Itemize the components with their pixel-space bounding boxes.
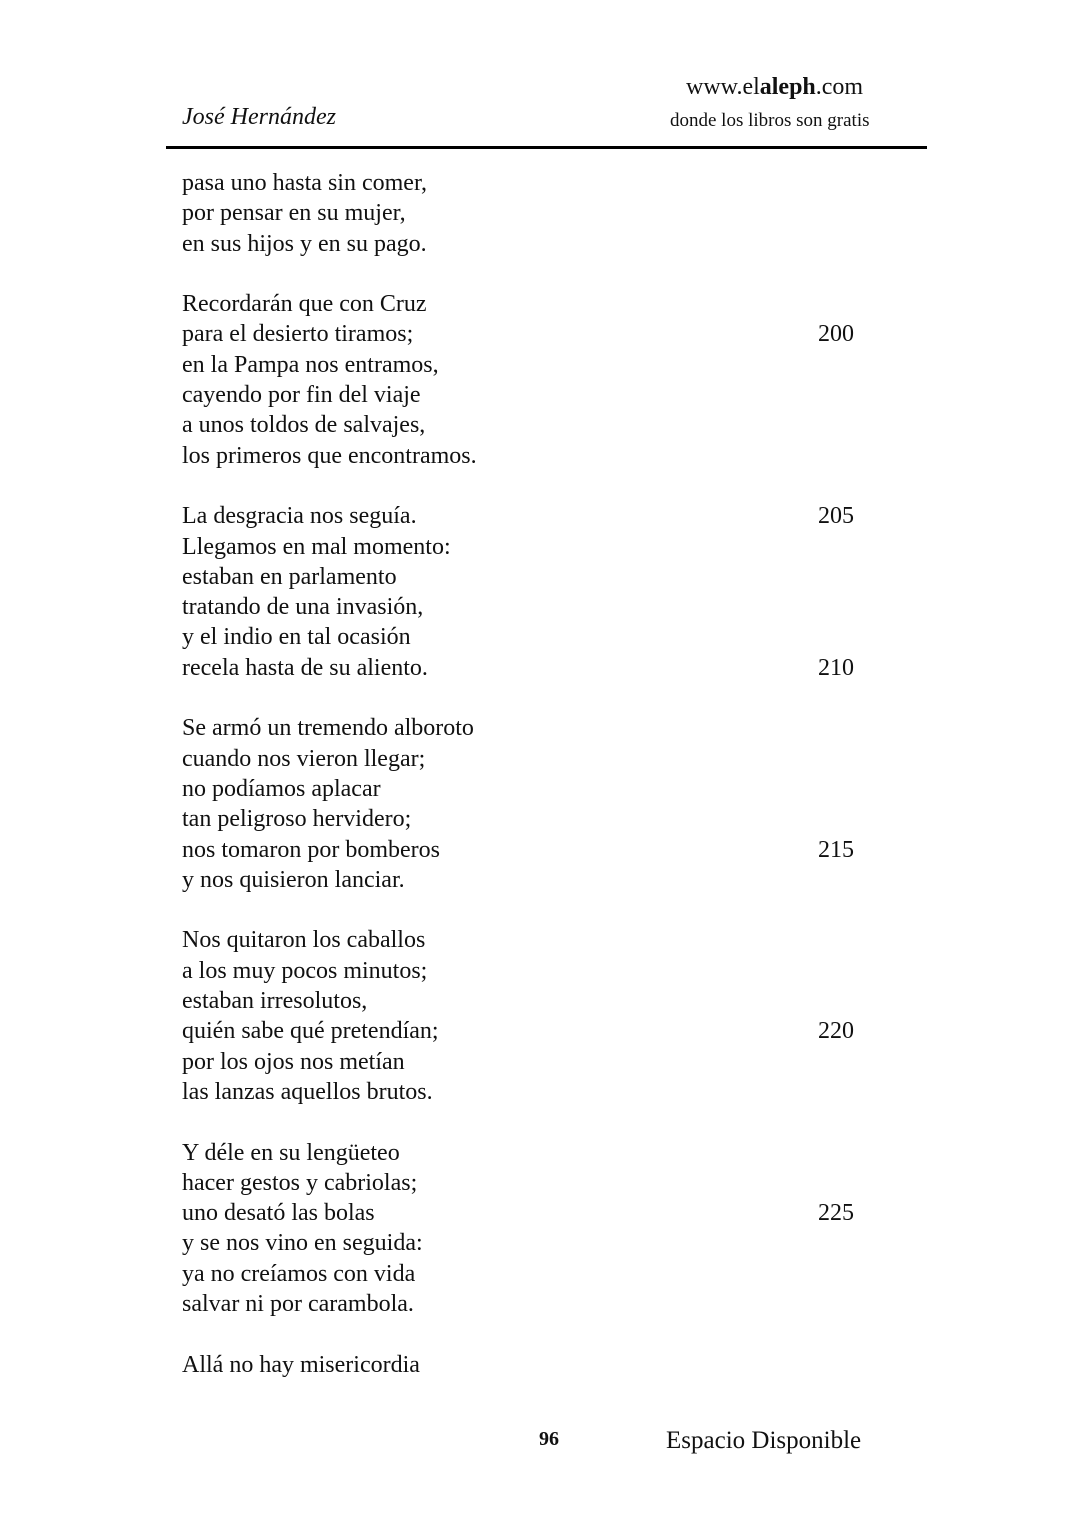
verse-line: [182, 532, 882, 562]
verse-line: [182, 1047, 882, 1077]
verse-line: [182, 956, 882, 986]
stanza: [182, 1138, 882, 1320]
line-number: 215: [818, 836, 854, 863]
verse-line: [182, 1198, 882, 1228]
verse-line: [182, 562, 882, 592]
verse-line: [182, 1228, 882, 1258]
verse-text: tan peligroso hervidero;: [182, 806, 412, 833]
site-prefix: www.el: [686, 74, 760, 100]
verse-text: y nos quisieron lanciar.: [182, 866, 405, 893]
verse-text: Y déle en su lengüeteo: [182, 1139, 400, 1166]
verse-text: a los muy pocos minutos;: [182, 957, 428, 984]
stanza: [182, 713, 882, 895]
verse-line: [182, 1289, 882, 1319]
verse-text: pasa uno hasta sin comer,: [182, 170, 427, 196]
verse-line: [182, 168, 882, 198]
verse-line: [182, 653, 882, 683]
verse-text: por pensar en su mujer,: [182, 200, 406, 227]
verse-line: [182, 1168, 882, 1198]
verse-text: Llegamos en mal momento:: [182, 533, 451, 560]
verse-line: [182, 410, 882, 440]
verse-text: y se nos vino en seguida:: [182, 1230, 423, 1257]
verse-text: los primeros que encontramos.: [182, 442, 477, 469]
verse-line: [182, 744, 882, 774]
footer-note: Espacio Disponible: [666, 1427, 862, 1454]
verse-line: [182, 925, 882, 955]
verse-line: [182, 229, 882, 259]
verse-text: uno desató las bolas: [182, 1200, 375, 1227]
stanza: [182, 925, 882, 1107]
verse-text: La desgracia nos seguía.: [182, 503, 417, 530]
verse-line: [182, 198, 882, 228]
verse-line: [182, 804, 882, 834]
verse-line: [182, 501, 882, 531]
stanza: [182, 1350, 882, 1380]
verse-line: [182, 1259, 882, 1289]
verse-line: [182, 1350, 882, 1380]
header-site-link[interactable]: [686, 74, 863, 101]
verse-line: [182, 380, 882, 410]
header-tagline: donde los libros son gratis: [670, 110, 870, 131]
verse-text: Se armó un tremendo alboroto: [182, 715, 474, 742]
verse-text: para el desierto tiramos;: [182, 321, 414, 348]
verse-line: [182, 350, 882, 380]
verse-text: en sus hijos y en su pago.: [182, 230, 427, 257]
verse-text: estaban irresolutos,: [182, 988, 368, 1015]
verse-line: [182, 319, 882, 349]
site-bold: aleph: [759, 74, 816, 100]
verse-text: por los ojos nos metían: [182, 1048, 405, 1075]
verse-line: [182, 441, 882, 471]
verse-line: [182, 1138, 882, 1168]
poem-body: [182, 168, 882, 1410]
line-number: 205: [818, 503, 854, 530]
verse-text: a unos toldos de salvajes,: [182, 412, 426, 439]
verse-text: recela hasta de su aliento.: [182, 654, 428, 681]
verse-text: Allá no hay misericordia: [182, 1351, 420, 1378]
stanza: [182, 289, 882, 471]
verse-text: no podíamos aplacar: [182, 775, 381, 802]
header-divider: [166, 146, 927, 149]
verse-text: las lanzas aquellos brutos.: [182, 1078, 433, 1105]
verse-text: estaban en parlamento: [182, 563, 397, 590]
verse-line: [182, 1077, 882, 1107]
verse-line: [182, 835, 882, 865]
verse-line: [182, 986, 882, 1016]
header-author: José Hernández: [182, 104, 336, 130]
verse-text: Nos quitaron los caballos: [182, 927, 426, 954]
line-number: 210: [818, 654, 854, 681]
verse-line: [182, 865, 882, 895]
verse-line: [182, 713, 882, 743]
verse-text: tratando de una invasión,: [182, 594, 424, 621]
verse-text: en la Pampa nos entramos,: [182, 351, 439, 378]
verse-line: [182, 774, 882, 804]
page-number: 96: [539, 1428, 559, 1450]
verse-text: hacer gestos y cabriolas;: [182, 1169, 418, 1196]
verse-line: [182, 1016, 882, 1046]
verse-text: cuando nos vieron llegar;: [182, 745, 426, 772]
verse-text: ya no creíamos con vida: [182, 1260, 416, 1287]
verse-line: [182, 289, 882, 319]
verse-text: quién sabe qué pretendían;: [182, 1018, 439, 1045]
verse-line: [182, 592, 882, 622]
stanza: [182, 501, 882, 683]
verse-text: Recordarán que con Cruz: [182, 291, 427, 318]
site-suffix: .com: [815, 74, 864, 100]
line-number: 220: [818, 1018, 854, 1045]
verse-text: cayendo por fin del viaje: [182, 382, 421, 409]
line-number: 225: [818, 1200, 854, 1227]
line-number: 200: [818, 321, 854, 348]
verse-text: salvar ni por carambola.: [182, 1290, 414, 1317]
stanza: [182, 168, 882, 259]
verse-text: nos tomaron por bomberos: [182, 836, 440, 863]
verse-text: y el indio en tal ocasión: [182, 624, 411, 651]
verse-line: [182, 622, 882, 652]
